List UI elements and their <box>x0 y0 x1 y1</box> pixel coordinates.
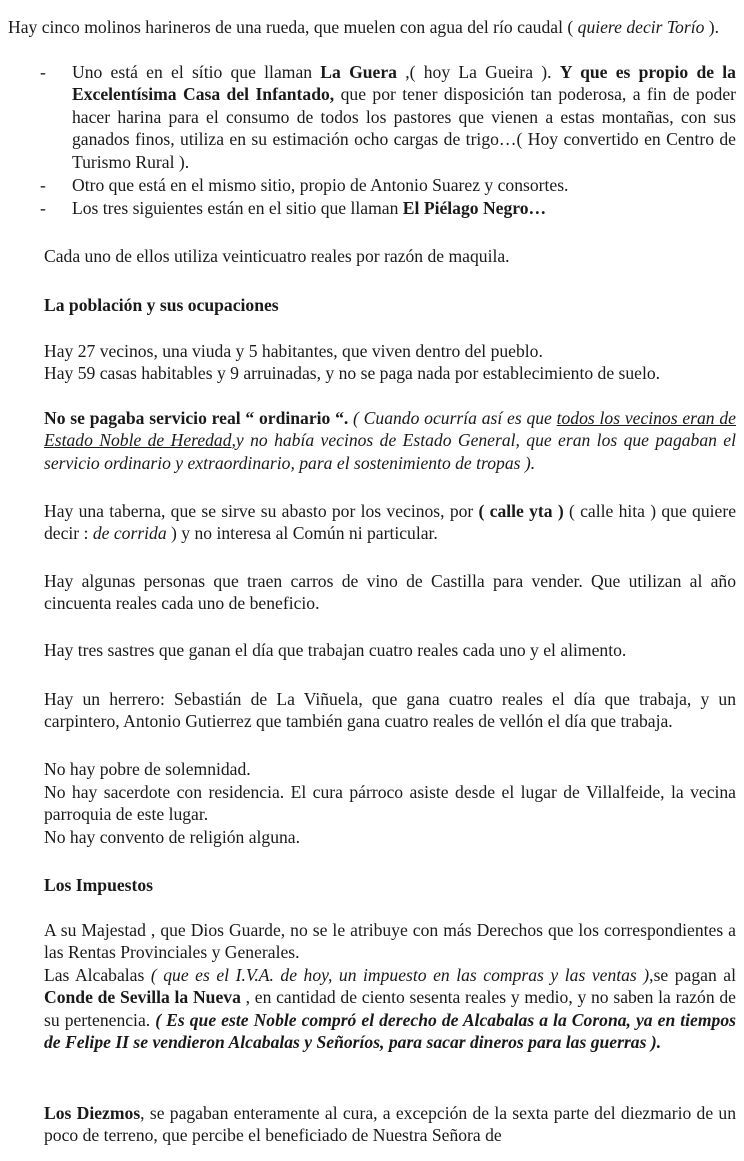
majestad-paragraph: A su Majestad , que Dios Guarde, no se le atribuye con más Derechos que los correspondientes a las Rentas Provinciales y Generales. <box>44 920 736 963</box>
convento-line: No hay convento de religión alguna. <box>44 827 301 847</box>
taberna-text: Hay una taberna, que se sirve su abasto por los vecinos, por <box>44 501 479 521</box>
bullet-item <box>40 61 736 173</box>
bullet-dash: - <box>40 175 46 195</box>
alcabalas-text: , en cantidad de ciento sesenta reales y medio, y no saben la razón de su pertenencia. <box>44 987 736 1030</box>
alcabalas-bold: Conde de Sevilla la Nueva <box>44 987 241 1008</box>
bullet-item <box>40 197 736 219</box>
bullet-item <box>40 174 736 196</box>
taberna-text: ) y no interesa al Común ni particular. <box>166 523 438 544</box>
bullet-bold: La Guera <box>320 62 397 82</box>
alcabalas-bold-italic: ( Es que este Noble compró el derecho de Alcabalas a la Corona, ya en tiempos de Felipe II se vendieron Alcabalas y Señoríos, para sacar dineros para las guerras ). <box>44 1009 736 1053</box>
servicio-underlined: todos los vecinos eran de Estado Noble de Heredad <box>44 408 736 451</box>
bullet-text <box>72 197 736 219</box>
bullet-segment: Los tres siguientes están en el sitio que llaman <box>72 198 403 218</box>
bullet-text <box>72 61 736 173</box>
maquila-paragraph: Cada uno de ellos utiliza veinticuatro reales por razón de maquila. <box>44 246 510 266</box>
intro-paragraph <box>8 16 730 38</box>
diezmos-text: , se pagaban enteramente al cura, a excepción de la sexta parte del diezmario de un poco de terreno, que percibe el beneficiado de Nuestra Señora de <box>44 1103 736 1146</box>
servicio-bold: No se pagaba servicio real “ ordinario “. <box>44 408 349 428</box>
taberna-bold: ( calle yta ) <box>478 501 564 521</box>
taberna-text: ( calle hita ) que quiere decir : <box>44 501 736 544</box>
diezmos-bold: Los Diezmos <box>44 1103 141 1123</box>
servicio-italic: ,y no había vecinos de Estado General, que eran los que pagaban el servicio ordinario y extraordinario, para el sostenimiento de tropas ). <box>44 430 736 473</box>
bullet-bold: El Piélago Negro… <box>402 198 547 218</box>
section-heading-poblacion: La población y sus ocupaciones <box>44 295 279 315</box>
bullet-segment: ,( hoy La Gueira ). <box>396 62 560 82</box>
servicio-italic: ( Cuando ocurría así es que <box>348 408 557 428</box>
herrero-paragraph: Hay un herrero: Sebastián de La Viñuela, que gana cuatro reales el día que trabaja, y un carpintero, Antonio Gutierrez que también gana cuatro reales de vellón el día que trabaja. <box>44 689 736 732</box>
pobre-line: No hay pobre de solemnidad. <box>44 759 251 779</box>
sacerdote-paragraph: No hay sacerdote con residencia. El cura párroco asiste desde el lugar de Villalfeide, la vecina parroquia de este lugar. <box>44 782 736 825</box>
section-heading-impuestos: Los Impuestos <box>44 875 154 895</box>
servicio-paragraph <box>44 407 736 474</box>
alcabalas-paragraph <box>44 964 736 1054</box>
sastres-paragraph: Hay tres sastres que ganan el día que trabajan cuatro reales cada uno y el alimento. <box>44 640 627 660</box>
alcabalas-text: Las Alcabalas <box>44 965 151 985</box>
bullet-text: Otro que está en el mismo sitio, propio de Antonio Suarez y consortes. <box>72 175 569 195</box>
bullet-segment: que por tener disposición tan poderosa, a fin de poder hacer harina para el consumo de todos los pastores que vienen a estas montañas, con sus ganados finos, utiliza en su estimación ocho cargas de trigo…( Hoy convertido en Centro de Turismo Rural ). <box>72 84 736 172</box>
intro-italic: quiere decir Torío <box>577 17 705 37</box>
carros-paragraph: Hay algunas personas que traen carros de vino de Castilla para vender. Que utilizan al año cincuenta reales cada uno de beneficio. <box>44 571 736 614</box>
casas-paragraph: Hay 59 casas habitables y 9 arruinadas, y no se paga nada por establecimiento de suelo. <box>44 363 661 383</box>
intro-text: Hay cinco molinos harineros de una rueda, que muelen con agua del río caudal ( <box>8 17 578 37</box>
intro-end: ). <box>704 17 720 37</box>
bullet-bold: Y que es propio de la Excelentísima Casa del Infantado, <box>72 62 736 105</box>
alcabalas-text: ,se pagan al <box>649 965 736 985</box>
bullet-dash: - <box>40 62 46 82</box>
bullet-dash: - <box>40 198 46 218</box>
alcabalas-italic: ( que es el I.V.A. de hoy, un impuesto en las compras y las ventas ) <box>150 965 650 985</box>
taberna-paragraph <box>44 500 736 545</box>
vecinos-line: Hay 27 vecinos, una viuda y 5 habitantes, que viven dentro del pueblo. <box>44 341 543 361</box>
taberna-italic: de corrida <box>92 523 167 544</box>
diezmos-paragraph <box>44 1102 736 1147</box>
bullet-segment: Uno está en el sítio que llaman <box>72 62 321 82</box>
